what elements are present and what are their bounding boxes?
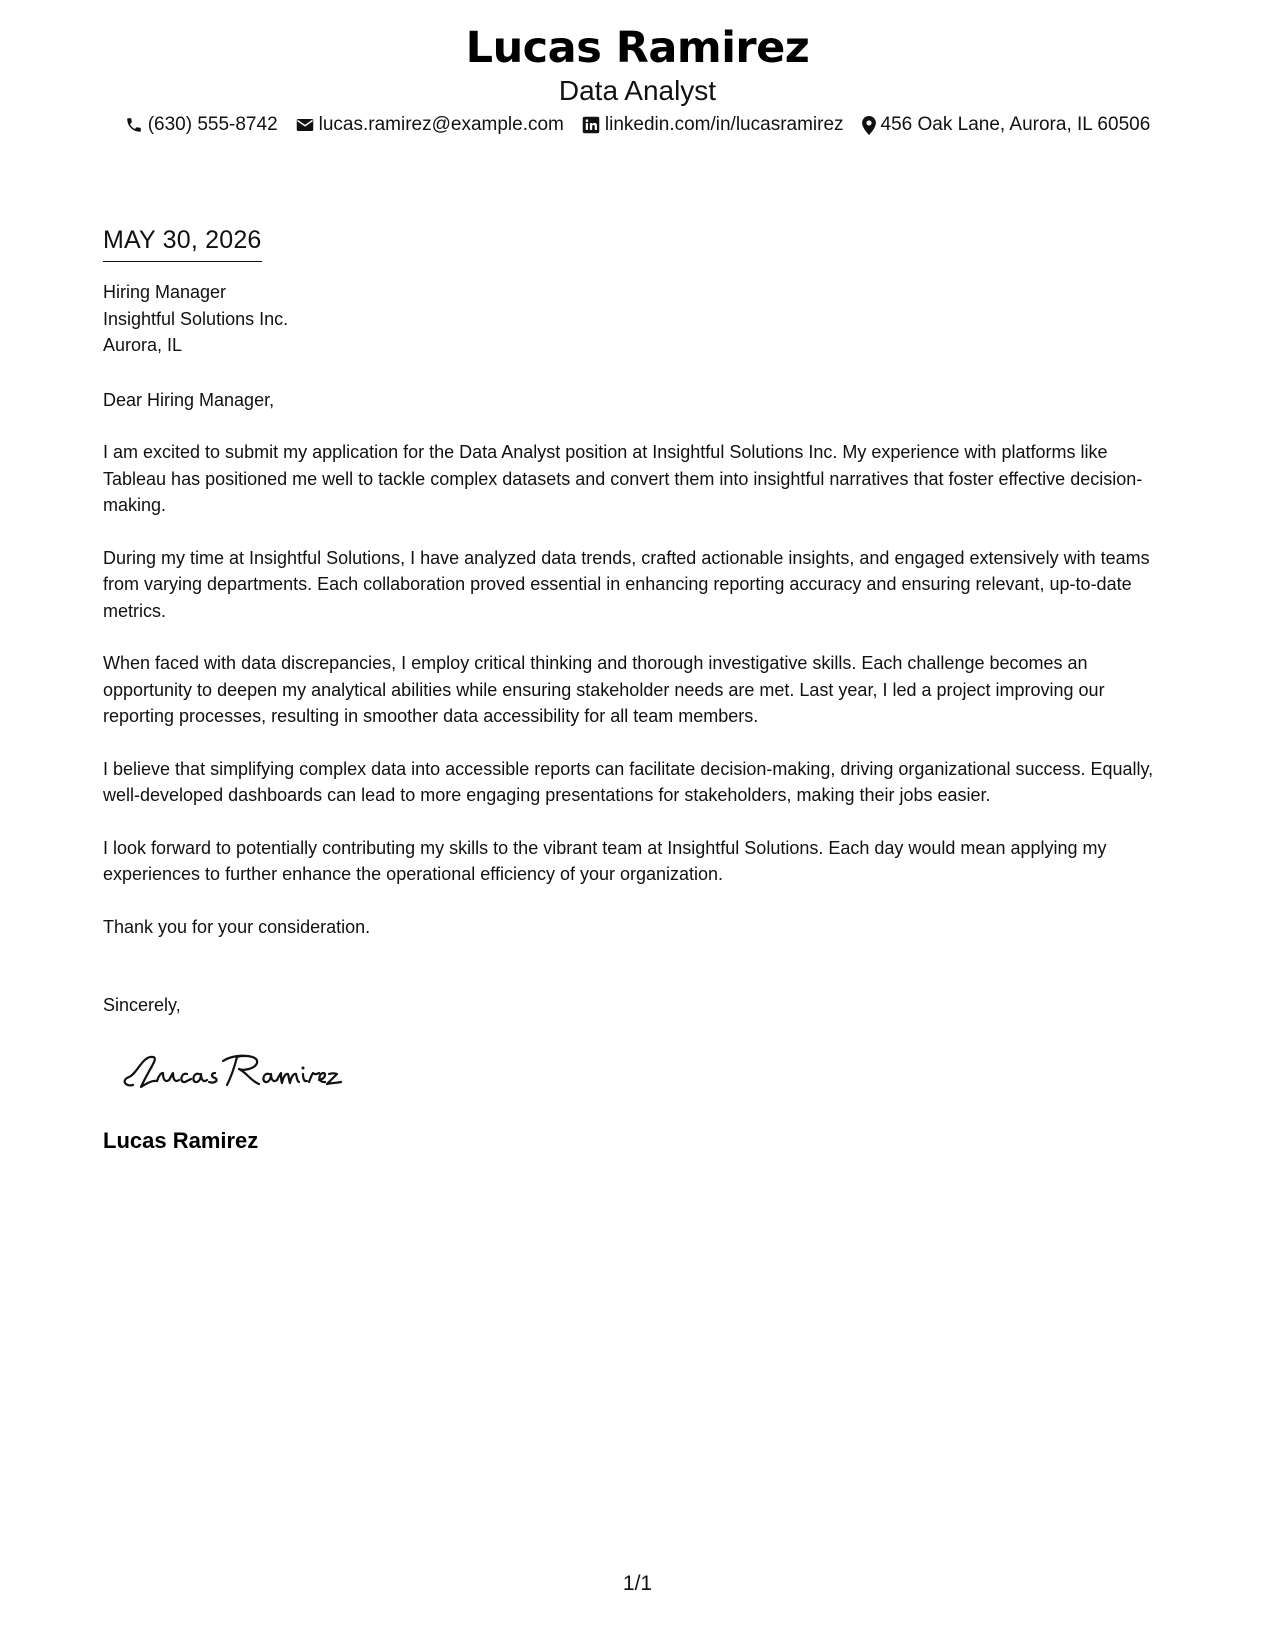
letter-body: [103, 224, 1173, 1155]
paragraph: I believe that simplifying complex data into accessible reports can facilitate decision-making, driving organizational success. Equally, well-developed dashboards can lead to more engaging presentations for stakeholders, making their jobs easier.: [103, 758, 1154, 805]
contact-bar: [0, 113, 1275, 137]
recipient-company: Insightful Solutions Inc.: [103, 308, 289, 329]
paragraph: When faced with data discrepancies, I employ critical thinking and thorough investigative skills. Each challenge becomes an opportunity to deepen my analytical abilities while ensuring stakeholder needs are met. Last year, I led a project improving our reporting processes, resulting in smoother data accessibility for all team members.: [103, 653, 1105, 726]
linkedin-text: linkedin.com/in/lucasramirez: [604, 114, 844, 135]
signer-name: Lucas Ramirez: [103, 1127, 259, 1153]
paragraph: I am excited to submit my application for the Data Analyst position at Insightful Solutions Inc. My experience with platforms like Tableau has positioned me well to tackle complex datasets and convert them into insightful narratives that foster effective decision-making.: [103, 442, 1143, 515]
recipient-location: Aurora, IL: [103, 335, 183, 355]
letter-date: MAY 30, 2026: [103, 224, 262, 262]
phone-icon: [125, 116, 143, 134]
contact-linkedin: [582, 113, 844, 137]
recipient-block: [103, 279, 1173, 359]
contact-address: [862, 113, 1151, 137]
recipient-title: Hiring Manager: [103, 282, 227, 302]
envelope-icon: [296, 117, 314, 133]
paragraph: During my time at Insightful Solutions, I have analyzed data trends, crafted actionable insights, and engaged extensively with teams from varying departments. Each collaboration proved essential in enhancing reporting accuracy and ensuring relevant, up-to-date metrics.: [103, 547, 1150, 621]
letter-header: [0, 22, 1275, 108]
map-marker-icon: [862, 116, 876, 135]
contact-phone: [125, 113, 278, 137]
paragraph: Thank you for your consideration.: [103, 916, 371, 937]
phone-text: (630) 555-8742: [147, 114, 278, 135]
paragraph: I look forward to potentially contributing my skills to the vibrant team at Insightful Solutions. Each day would mean applying my experiences to further enhance the operational efficiency of your organization.: [103, 837, 1107, 884]
applicant-name: Lucas Ramirez: [465, 23, 810, 73]
address-text: 456 Oak Lane, Aurora, IL 60506: [880, 114, 1151, 135]
closing: Sincerely,: [103, 995, 181, 1015]
handwritten-signature: [119, 1047, 1173, 1099]
salutation: Dear Hiring Manager,: [103, 389, 275, 410]
contact-email: [296, 113, 564, 137]
linkedin-icon: [582, 116, 600, 134]
page-indicator: 1/1: [622, 1572, 653, 1595]
applicant-role: Data Analyst: [558, 75, 717, 106]
email-text: lucas.ramirez@example.com: [318, 114, 564, 135]
